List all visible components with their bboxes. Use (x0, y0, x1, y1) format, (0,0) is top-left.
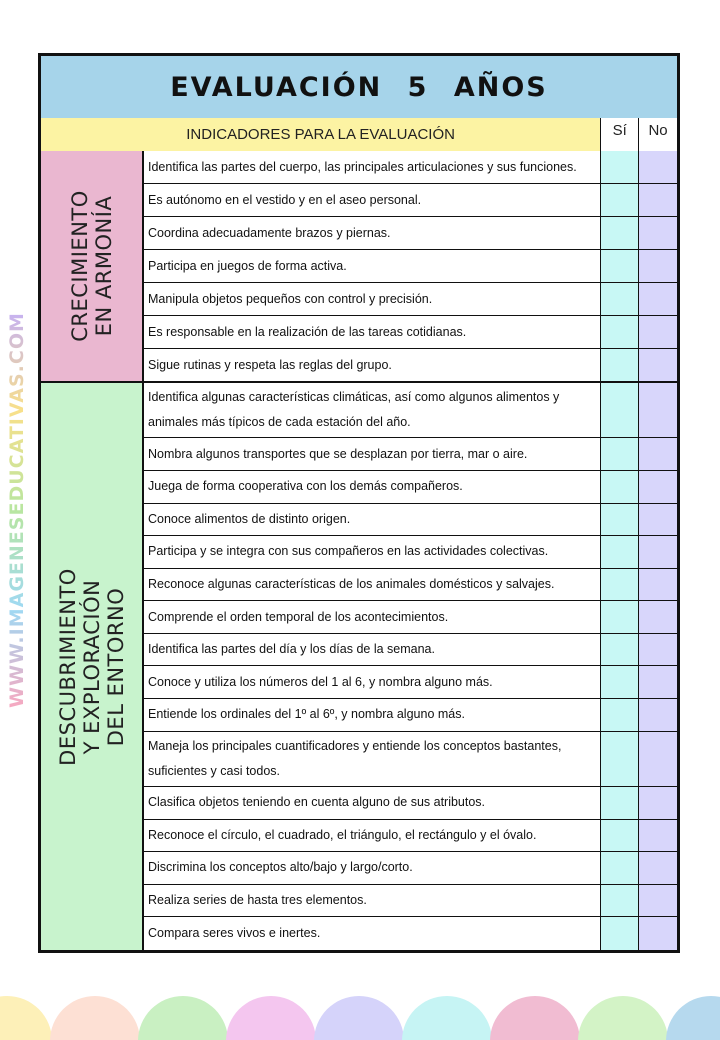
no-cell[interactable] (639, 349, 677, 381)
table-row (144, 732, 677, 787)
no-cell[interactable] (639, 383, 677, 437)
no-column-header: No (639, 118, 677, 151)
table-row (144, 536, 677, 569)
decorative-circle (50, 996, 140, 1040)
indicator-text: Realiza series de hasta tres elementos. (144, 885, 601, 917)
no-cell[interactable] (639, 732, 677, 786)
section-rows (144, 151, 677, 381)
table-row (144, 316, 677, 349)
indicator-text: Identifica algunas características climáticas, así como algunos alimentos y animales más típicos de cada estación del año. (144, 383, 601, 437)
indicators-header: INDICADORES PARA LA EVALUACIÓN (41, 118, 601, 151)
watermark-text: WWW.IMAGENESEDUCATIVAS.COM (6, 312, 28, 708)
indicator-text: Coordina adecuadamente brazos y piernas. (144, 217, 601, 249)
table-row (144, 383, 677, 438)
evaluation-sheet (38, 53, 680, 953)
table-row (144, 601, 677, 634)
yes-cell[interactable] (601, 917, 639, 950)
table-row (144, 634, 677, 667)
yes-cell[interactable] (601, 250, 639, 282)
yes-cell[interactable] (601, 601, 639, 633)
section-label-box (41, 383, 144, 950)
page-title: EVALUACIÓN 5 AÑOS (41, 56, 677, 120)
section-label: CRECIMIENTO EN ARMONÍA (67, 190, 116, 342)
table-row (144, 283, 677, 316)
indicator-text: Identifica las partes del cuerpo, las principales articulaciones y sus funciones. (144, 151, 601, 183)
no-cell[interactable] (639, 601, 677, 633)
no-cell[interactable] (639, 666, 677, 698)
no-cell[interactable] (639, 569, 677, 601)
indicator-text: Manipula objetos pequeños con control y precisión. (144, 283, 601, 315)
indicator-text: Participa y se integra con sus compañeros en las actividades colectivas. (144, 536, 601, 568)
yes-cell[interactable] (601, 184, 639, 216)
indicator-text: Maneja los principales cuantificadores y entiende los conceptos bastantes, suficientes y casi todos. (144, 732, 601, 786)
no-cell[interactable] (639, 536, 677, 568)
table-row (144, 569, 677, 602)
indicator-text: Conoce y utiliza los números del 1 al 6, y nombra alguno más. (144, 666, 601, 698)
section-descubrimiento (41, 383, 677, 950)
indicator-text: Participa en juegos de forma activa. (144, 250, 601, 282)
section-label-box (41, 151, 144, 381)
yes-cell[interactable] (601, 569, 639, 601)
decorative-circle (138, 996, 228, 1040)
table-row (144, 852, 677, 885)
watermark (6, 312, 28, 708)
yes-cell[interactable] (601, 151, 639, 183)
indicator-text: Entiende los ordinales del 1º al 6º, y nombra alguno más. (144, 699, 601, 731)
section-label: DESCUBRIMIENTO Y EXPLORACIÓN DEL ENTORNO (55, 567, 128, 766)
no-cell[interactable] (639, 184, 677, 216)
decorative-circles (0, 996, 720, 1040)
table-row (144, 471, 677, 504)
indicator-text: Compara seres vivos e inertes. (144, 917, 601, 950)
table-row (144, 917, 677, 950)
no-cell[interactable] (639, 634, 677, 666)
yes-cell[interactable] (601, 504, 639, 536)
yes-cell[interactable] (601, 852, 639, 884)
decorative-circle (0, 996, 52, 1040)
yes-cell[interactable] (601, 820, 639, 852)
yes-cell[interactable] (601, 316, 639, 348)
table-row (144, 217, 677, 250)
no-cell[interactable] (639, 787, 677, 819)
no-cell[interactable] (639, 471, 677, 503)
no-cell[interactable] (639, 885, 677, 917)
decorative-circle (402, 996, 492, 1040)
indicator-text: Nombra algunos transportes que se desplazan por tierra, mar o aire. (144, 438, 601, 470)
indicator-text: Reconoce algunas características de los animales domésticos y salvajes. (144, 569, 601, 601)
yes-cell[interactable] (601, 634, 639, 666)
yes-cell[interactable] (601, 283, 639, 315)
indicator-text: Es responsable en la realización de las tareas cotidianas. (144, 316, 601, 348)
table-header (41, 118, 677, 153)
table-row (144, 666, 677, 699)
decorative-circle (666, 996, 720, 1040)
no-cell[interactable] (639, 917, 677, 950)
indicator-text: Reconoce el círculo, el cuadrado, el triángulo, el rectángulo y el óvalo. (144, 820, 601, 852)
yes-cell[interactable] (601, 732, 639, 786)
decorative-circle (490, 996, 580, 1040)
indicator-text: Clasifica objetos teniendo en cuenta alguno de sus atributos. (144, 787, 601, 819)
yes-cell[interactable] (601, 536, 639, 568)
yes-cell[interactable] (601, 787, 639, 819)
indicator-text: Identifica las partes del día y los días de la semana. (144, 634, 601, 666)
indicator-text: Comprende el orden temporal de los acontecimientos. (144, 601, 601, 633)
yes-column-header: Sí (601, 118, 639, 151)
decorative-circle (578, 996, 668, 1040)
indicator-text: Discrimina los conceptos alto/bajo y largo/corto. (144, 852, 601, 884)
no-cell[interactable] (639, 438, 677, 470)
yes-cell[interactable] (601, 217, 639, 249)
indicator-text: Conoce alimentos de distinto origen. (144, 504, 601, 536)
yes-cell[interactable] (601, 699, 639, 731)
yes-cell[interactable] (601, 471, 639, 503)
no-cell[interactable] (639, 217, 677, 249)
table-row (144, 504, 677, 537)
yes-cell[interactable] (601, 438, 639, 470)
decorative-circle (314, 996, 404, 1040)
table-row (144, 885, 677, 918)
yes-cell[interactable] (601, 885, 639, 917)
section-rows (144, 383, 677, 950)
indicator-text: Juega de forma cooperativa con los demás compañeros. (144, 471, 601, 503)
no-cell[interactable] (639, 820, 677, 852)
no-cell[interactable] (639, 151, 677, 183)
table-row (144, 438, 677, 471)
table-row (144, 787, 677, 820)
no-cell[interactable] (639, 316, 677, 348)
yes-cell[interactable] (601, 349, 639, 381)
no-cell[interactable] (639, 250, 677, 282)
yes-cell[interactable] (601, 383, 639, 437)
table-row (144, 699, 677, 732)
table-row (144, 250, 677, 283)
yes-cell[interactable] (601, 666, 639, 698)
section-crecimiento (41, 151, 677, 383)
no-cell[interactable] (639, 283, 677, 315)
decorative-circle (226, 996, 316, 1040)
no-cell[interactable] (639, 699, 677, 731)
table-row (144, 349, 677, 381)
indicator-text: Sigue rutinas y respeta las reglas del grupo. (144, 349, 601, 381)
table-row (144, 184, 677, 217)
table-row (144, 151, 677, 184)
table-row (144, 820, 677, 853)
no-cell[interactable] (639, 852, 677, 884)
indicator-text: Es autónomo en el vestido y en el aseo personal. (144, 184, 601, 216)
no-cell[interactable] (639, 504, 677, 536)
